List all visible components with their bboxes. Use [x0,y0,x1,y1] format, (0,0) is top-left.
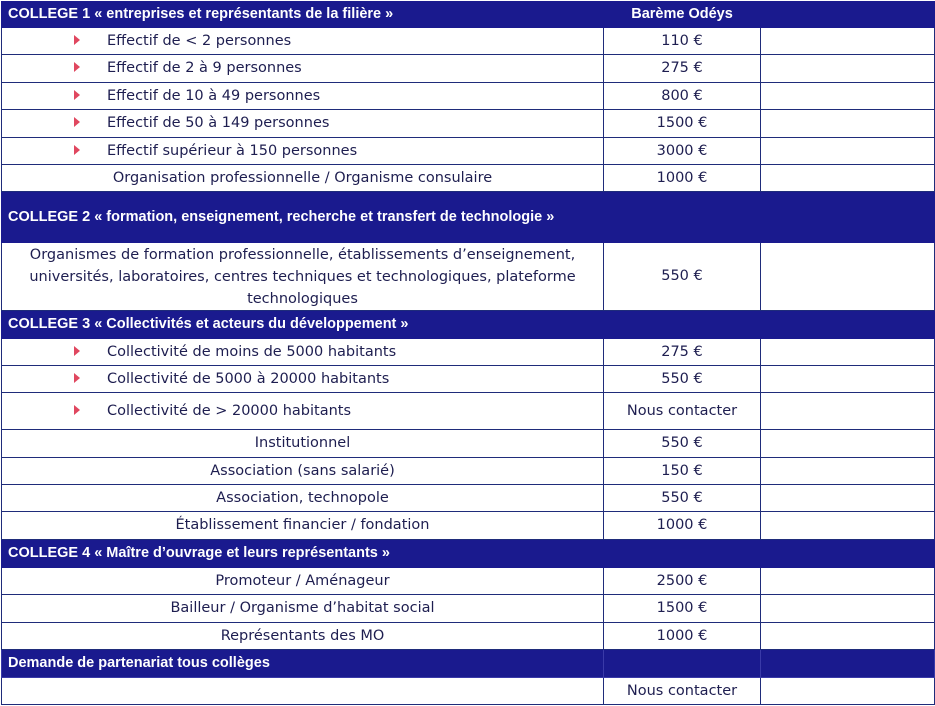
empty-cell [761,243,935,311]
row-label: Institutionnel [2,430,604,458]
pricing-table [1,1,935,705]
empty-cell [761,366,935,393]
row-price: 150 € [604,458,761,485]
table-row [2,595,935,623]
empty-cell [761,165,935,192]
empty-cell [761,595,935,623]
partnership-title: Demande de partenariat tous collèges [2,650,604,678]
empty-cell [761,110,935,138]
triangle-right-icon [74,373,80,383]
row-label: Bailleur / Organisme d’habitat social [2,595,604,623]
college4-header-row [2,540,935,568]
row-label: Association (sans salarié) [2,458,604,485]
table-row [2,678,935,705]
triangle-right-icon [74,35,80,45]
row-price: 275 € [604,55,761,83]
row-price: 275 € [604,339,761,366]
triangle-right-icon [74,90,80,100]
row-price: Nous contacter [604,393,761,430]
empty-cell [761,623,935,650]
row-price: 550 € [604,243,761,311]
header-empty-cell [761,2,935,28]
row-price: 3000 € [604,138,761,165]
empty-cell [761,458,935,485]
empty-cell [761,512,935,540]
empty-cell [761,55,935,83]
row-label: Effectif de 2 à 9 personnes [2,55,604,83]
table-row [2,568,935,595]
row-label: Organisation professionnelle / Organisme consulaire [2,165,604,192]
row-price: 110 € [604,28,761,55]
table-row [2,55,935,83]
price-column-header: Barème Odéys [604,2,761,28]
row-label: Effectif supérieur à 150 personnes [2,138,604,165]
college2-header-row [2,192,935,243]
row-price: 1000 € [604,165,761,192]
table-row [2,339,935,366]
table-row [2,83,935,110]
table-row [2,165,935,192]
table-row [2,110,935,138]
row-label: Effectif de < 2 personnes [2,28,604,55]
empty-cell [761,28,935,55]
triangle-right-icon [74,405,80,415]
table-row [2,138,935,165]
row-price: 1500 € [604,595,761,623]
row-label: Effectif de 10 à 49 personnes [2,83,604,110]
row-label: Collectivité de > 20000 habitants [2,393,604,430]
table-row [2,28,935,55]
triangle-right-icon [74,117,80,127]
empty-cell [761,430,935,458]
table-row [2,623,935,650]
partnership-header-row [2,650,935,678]
header-empty-cell [761,650,935,678]
college4-title: COLLEGE 4 « Maître d’ouvrage et leurs représentants » [2,540,935,568]
row-price: 1000 € [604,512,761,540]
row-label: Association, technopole [2,485,604,512]
row-price: 550 € [604,366,761,393]
empty-cell [761,138,935,165]
table-row [2,366,935,393]
row-label: Promoteur / Aménageur [2,568,604,595]
row-price: 800 € [604,83,761,110]
empty-cell [2,678,604,705]
row-price: 1500 € [604,110,761,138]
row-label: Représentants des MO [2,623,604,650]
table-row [2,393,935,430]
row-label: Collectivité de moins de 5000 habitants [2,339,604,366]
empty-cell [761,568,935,595]
college3-title: COLLEGE 3 « Collectivités et acteurs du développement » [2,311,935,339]
empty-cell [761,339,935,366]
empty-cell [761,393,935,430]
college2-title: COLLEGE 2 « formation, enseignement, recherche et transfert de technologie » [2,192,935,243]
table-row [2,243,935,311]
college1-header-row [2,2,935,28]
triangle-right-icon [74,346,80,356]
triangle-right-icon [74,62,80,72]
empty-cell [761,678,935,705]
college3-header-row [2,311,935,339]
empty-cell [761,485,935,512]
row-label: Effectif de 50 à 149 personnes [2,110,604,138]
row-label: Organismes de formation professionnelle, établissements d’enseignement, universités, laboratoires, centres techniques et technologiques, plateforme technologiques [2,243,604,311]
table-row [2,430,935,458]
table-row [2,485,935,512]
table-row [2,458,935,485]
college1-title: COLLEGE 1 « entreprises et représentants de la filière » [2,2,604,28]
row-price: 550 € [604,485,761,512]
table-row [2,512,935,540]
row-label: Collectivité de 5000 à 20000 habitants [2,366,604,393]
row-label: Établissement financier / fondation [2,512,604,540]
row-price: 550 € [604,430,761,458]
row-price: 1000 € [604,623,761,650]
row-price: 2500 € [604,568,761,595]
row-price: Nous contacter [604,678,761,705]
header-empty-cell [604,650,761,678]
empty-cell [761,83,935,110]
triangle-right-icon [74,145,80,155]
